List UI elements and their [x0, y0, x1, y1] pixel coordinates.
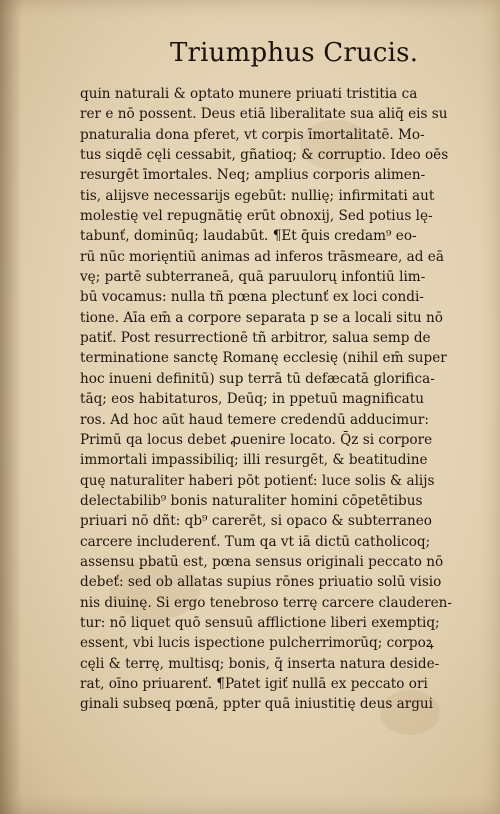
text-line: terminatione sanctę Romanę ecclesię (nihil em̄ super	[80, 350, 447, 367]
text-line: priuari nō dñt: qb⁹ carerēt, si opaco & subterraneo	[80, 513, 432, 530]
text-line: ginali subseq pœnā, ppter quā iniustitię deus argui	[80, 696, 434, 713]
text-line: rer e nō possent. Deus etiā liberalitate sua aliq̄ eis su	[80, 106, 448, 123]
text-line: carcere includerenť. Tum qa vt iā dictū catholicoq;	[80, 533, 431, 550]
text-line: tāq; eos habitaturos, Deūq; in ppetuū magnificatu	[80, 391, 424, 408]
text-line: rat, oīno priuarenť. ¶Patet igiť nullā ex peccato ori	[80, 675, 428, 692]
text-line: resurgēt īmortales. Neq; amplius corporis alimen-	[80, 167, 426, 184]
text-line: tabunť, dominūq; laudabūt. ¶Et q̄uis credam⁹ eo-	[80, 228, 417, 245]
running-head: Triumphus Crucis.	[170, 38, 419, 68]
text-line: ros. Ad hoc aūt haud temere credendū adducimur:	[80, 411, 429, 428]
text-line: tis, alijsve necessarijs egebūt: nullię; infirmitati aut	[80, 187, 435, 204]
text-line: tus siqdē cęli cessabit, gñatioq; & corruptio. Ideo oēs	[80, 147, 449, 164]
text-line: rū nūc morięntiū animas ad inferos trāsmeare, ad eā	[80, 248, 444, 265]
text-line: vę; partē subterraneā, quā paruulorų infontiū lim-	[80, 269, 426, 286]
text-line: bū vocamus: nulla tñ pœna plectunť ex loci condi-	[80, 289, 424, 306]
text-line: pnaturalia dona pferet, vt corpis īmortalitatē. Mo-	[80, 126, 425, 143]
text-line: quin naturali & optato munere priuati tristitia ca	[80, 86, 418, 102]
text-line: quę naturaliter haberi pōt potienť: luce solis & alijs	[80, 472, 435, 489]
text-block	[80, 84, 486, 715]
gutter-shadow	[0, 0, 22, 814]
text-line: delectabilib⁹ bonis naturaliter homini cōpetētibus	[80, 492, 423, 509]
text-line: tione. Aīa em̄ a corpore separata p se a locali situ nō	[80, 309, 443, 326]
text-line: molestię vel repugnātię erūt obnoxij, Sed potius lę-	[80, 208, 433, 225]
text-line: hoc inueni definitū) sup terrā tū defæcatā glorifica-	[80, 370, 435, 387]
text-line: debeť: sed ob allatas supius rōnes priuatio solū visio	[80, 574, 442, 591]
text-line: assensu pbatū est, pœna sensus originali peccato nō	[80, 553, 444, 570]
text-line: essent, vbi lucis ispectione pulcherrimorūq; corpoꝝ	[80, 635, 434, 652]
text-line: cęli & terrę, multisq; bonis, q̄ inserta natura deside-	[80, 655, 440, 672]
text-line: immortali impassibiliq; illi resurgēt, & beatitudine	[80, 452, 428, 469]
text-line: patiť. Post resurrectionē tñ arbitror, salua semp de	[80, 330, 431, 347]
text-line: tur: nō liquet quō sensuū afflictione liberi exemptiq;	[80, 614, 440, 631]
text-line: nis diuinę. Si ergo tenebroso terrę carcere clauderen-	[80, 594, 452, 611]
text-line: Primū qa locus debet ꝓuenire locato. Q̄z si corpore	[80, 431, 433, 448]
